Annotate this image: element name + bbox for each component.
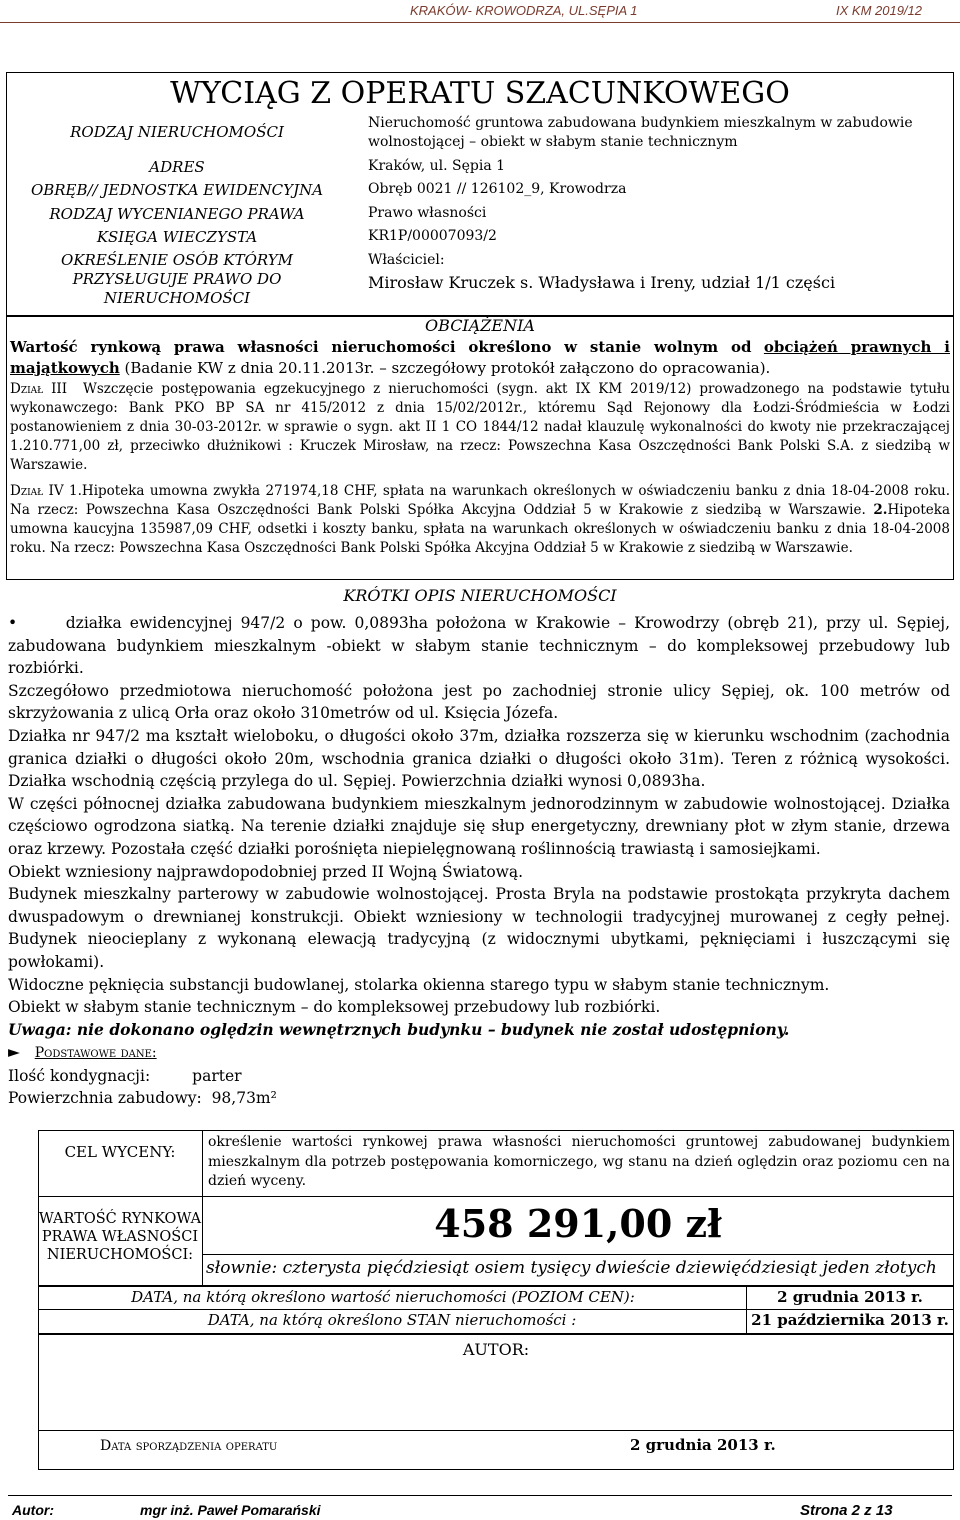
row-value-land-register: KR1P/00007093/2 <box>368 228 497 244</box>
running-header-case: IX KM 2019/12 <box>836 3 922 18</box>
prep-rule <box>38 1430 954 1431</box>
encumbrances-heading: OBCIĄŻENIA <box>425 316 535 335</box>
date-price-value: 2 grudnia 2013 r. <box>777 1288 923 1306</box>
running-header-address: KRAKÓW- KROWODRZA, UL.SĘPIA 1 <box>410 3 638 18</box>
description-note: Uwaga: nie dokonano oględzin wewnętrznych budynku – budynek nie został udostępniony. <box>8 1019 790 1039</box>
row-label-property-type: RODZAJ NIERUCHOMOŚCI <box>70 123 284 141</box>
description-p2: Szczegółowo przedmiotowa nieruchomość położona jest po zachodniej stronie ulicy Sępiej, ok. 100 metrów od skrzyżowania z ulicą Orła oraz około 310metrów od ul. Księcia Józefa. <box>8 681 950 723</box>
valuation-row-rule <box>38 1196 954 1197</box>
description-p4: W części północnej działka zabudowana budynkiem mieszkalnym jednorodzinnym w zabudowie wolnostojącej. Działka częściowo ogrodzona siatką. Na terenie działki znajduje się słup energetyczny, drewniany płot w złym stanie, drzewa oraz krzewy. Pozostała część działki porośnięta niepielęgnowaną roślinnością trawiastą i samosiejkami. <box>8 794 950 858</box>
encumbrances-intro: Wartość rynkową prawa własności nieruchomości określono w stanie wolnym od obciążeń prawnych i majątkowych (Badanie KW z dnia 20.11.2013r. – szczegółowy protokół załączono do opracowania). <box>10 338 950 377</box>
row-value-property-type: Nieruchomość gruntowa zabudowana budynkiem mieszkalnym w zabudowie wolnostojącej – obiekt w słabym stanie technicznym <box>368 115 913 150</box>
description-p6: Budynek mieszkalny parterowy w zabudowie wolnostojącej. Prosta Bryla na podstawie prostokąta przykryta dachem dwuspadowym o drewnianej konstrukcji. Obiekt wzniesiony w technologii tradycyjnej murowanej z cegły pełnej. Budynek nieocieplany z wykonaną elewacją tradycyjną (z widocznymi ubytkami, pęknięciami i łuszczącymi się powłokami). <box>8 885 950 971</box>
description-p7: Widoczne pęknięcia substancji budowlanej, stolarka okienna starego typu w słabym stanie technicznym. <box>8 975 830 994</box>
description-body <box>8 612 950 1110</box>
date-state-value: 21 października 2013 r. <box>751 1311 949 1329</box>
basic-data-heading: ► Podstawowe dane: <box>8 1043 157 1062</box>
date-state-label: DATA, na którą określono STAN nieruchomości : <box>207 1311 577 1329</box>
dates-row-rule <box>38 1309 954 1310</box>
row-value-right-type: Prawo własności <box>368 205 487 221</box>
description-p8: Obiekt w słabym stanie technicznym – do kompleksowej przebudowy lub rozbiórki. <box>8 998 661 1017</box>
value-label: WARTOŚĆ RYNKOWA PRAWA WŁASNOŚCI NIERUCHOMOŚCI: <box>38 1211 202 1263</box>
row-label-land-register: KSIĘGA WIECZYSTA <box>96 228 258 246</box>
page-number: Strona 2 z 13 <box>800 1502 893 1519</box>
row-label-precinct: OBRĘB// JEDNOSTKA EWIDENCYJNA <box>30 181 324 199</box>
purpose-label: CEL WYCENY: <box>64 1143 176 1161</box>
prep-label: Data sporządzenia operatu <box>100 1438 278 1454</box>
area-row: Powierzchnia zabudowy: 98,73m² <box>8 1089 277 1108</box>
header-rule <box>0 22 960 23</box>
description-p5: Obiekt wzniesiony najprawdopodobniej przed II Wojną Światową. <box>8 862 524 881</box>
row-value-address: Kraków, ul. Sępia 1 <box>368 158 506 174</box>
floors-row: Ilość kondygnacji: parter <box>8 1066 242 1085</box>
dzial-4: Dział IV 1.Hipoteka umowna zwykła 271974,18 CHF, spłata na warunkach określonych w oświadczeniu banku z dnia 18-04-2008 roku. Na rzecz: Powszechna Kasa Oszczędności Bank Polski Spółka Akcyjna Oddział 5 w Krakowie z siedzibą w Warszawie. 2.Hipoteka umowna kaucyjna 135987,09 CHF, odsetki i koszty banku, spłata na warunkach określonych w oświadczeniu banku z dnia 18-04-2008 roku. Na rzecz: Powszechna Kasa Oszczędności Bank Polski Spółka Akcyjna Oddział 5 w Krakowie z siedzibą w Warszawie. <box>10 483 951 556</box>
row-label-right-type: RODZAJ WYCENIANEGO PRAWA <box>49 205 305 223</box>
row-label-owners: OKREŚLENIE OSÓB KTÓRYM PRZYSŁUGUJE PRAWO DO NIERUCHOMOŚCI <box>61 251 293 307</box>
prep-value: 2 grudnia 2013 r. <box>630 1436 776 1454</box>
page-title: WYCIĄG Z OPERATU SZACUNKOWEGO <box>170 76 790 111</box>
date-price-label: DATA, na którą określono wartość nieruchomości (POZIOM CEN): <box>131 1288 635 1306</box>
description-heading: KRÓTKI OPIS NIERUCHOMOŚCI <box>343 586 617 605</box>
footer-author-label: Autor: <box>12 1502 54 1518</box>
row-value-precinct: Obręb 0021 // 126102_9, Krowodrza <box>368 181 627 197</box>
market-value-words: słownie: czterysta pięćdziesiąt osiem tysięcy dwieście dziewięćdziesiąt jeden złotych <box>206 1258 937 1278</box>
row-value-owners: Mirosław Kruczek s. Władysława i Ireny, udział 1/1 części <box>368 273 836 292</box>
footer-author: mgr inż. Paweł Pomarański <box>140 1502 321 1518</box>
amount-rule <box>202 1254 954 1255</box>
author-label: AUTOR: <box>462 1340 530 1359</box>
row-value-owners-title: Właściciel: <box>368 252 445 268</box>
row-label-address: ADRES <box>149 158 205 176</box>
description-p3: Działka nr 947/2 ma kształt wieloboku, o długości około 37m, działka rozszerza się w kierunku wschodnim (zachodnia granica działki o długości około 20m, wschodnia granica działki o długości około 31m). Teren z różnicą wysokości. Działka wschodnią częścią przylega do ul. Sępiej. Powierzchnia działki wynosi 0,0893ha. <box>8 726 950 791</box>
market-value-amount: 458 291,00 zł <box>434 1201 722 1246</box>
description-p1: • działka ewidencyjnej 947/2 o pow. 0,0893ha położona w Krakowie – Krowodrzy (obręb 21), przy ul. Sępiej, zabudowana budynkiem mieszkalnym -obiekt w słabym stanie technicznym – do kompleksowej przebudowy lub rozbiórki. <box>8 614 950 678</box>
purpose-text: określenie wartości rynkowej prawa własności nieruchomości gruntowej zabudowanej budynkiem mieszkalnym dla potrzeb postępowania komorniczego, wg stanu na dzień oględzin oraz poziomu cen na dzień wyceny. <box>208 1134 950 1189</box>
dzial-3: Dział III Wszczęcie postępowania egzekucyjnego z nieruchomości (sygn. akt IX KM 2019/12) prowadzonego na podstawie tytułu wykonawczego: Bank PKO BP SA nr 415/2012 z dnia 15/02/2012r., któremu Sąd Rejonowy dla Łodzi-Śródmieścia w Łodzi postanowieniem z dnia 30-03-2012r. w sprawie o sygn. akt II 1 CO 1844/12 nadał klauzulę wykonalności do kwoty nie przekraczającej 1.210.771,00 zł, przeciwko dłużnikowi : Kruczek Mirosław, na rzecz: Powszechna Kasa Oszczędności Bank Polski S.A. z siedzibą w Warszawie. <box>10 381 950 473</box>
footer-rule <box>8 1495 952 1496</box>
